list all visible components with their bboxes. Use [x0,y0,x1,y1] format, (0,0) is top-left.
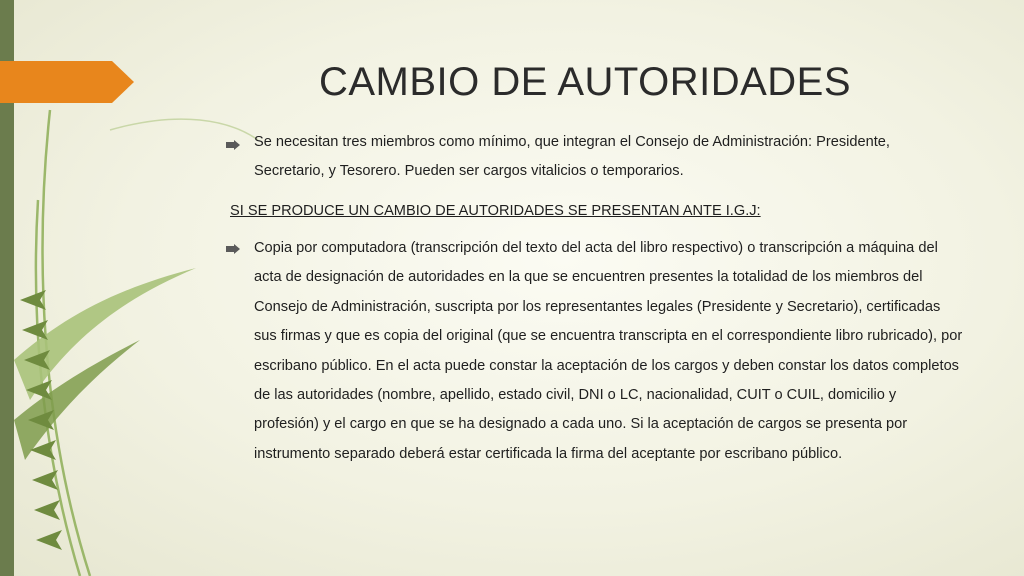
title-accent-tab [0,61,134,103]
arrow-right-icon [226,140,240,150]
bullet-text: Se necesitan tres miembros como mínimo, que integran el Consejo de Administración: Presidente, Secretario, y Tesorero. Pueden ser cargos vitalicios o temporarios. [254,134,890,180]
bullet-text: Copia por computadora (transcripción del texto del acta del libro respectivo) o transcripción a máquina del acta de designación de autoridades en la que se encuentren presentes la totalidad de los miembros del Consejo de Administración, suscripta por los representantes legales (Presidente y Secretario), certificadas sus firmas y que es copia del original (que se encuentra transcripta en el correspondiente libro rubricado), por escribano público. En el acta puede constar la aceptación de los cargos y deben constar los datos completos de las autoridades (nombre, apellido, estado civil, DNI o LC, nacionalidad, CUIT o CUIL, domicilio y profesión) y el cargo en que se ha designado a cada uno. Si la aceptación de cargos se presenta por instrumento separado deberá estar certificada la firma del aceptante por escribano público. [254,240,963,462]
slide-title: CAMBIO DE AUTORIDADES [318,60,852,104]
section-heading: SI SE PRODUCE UN CAMBIO DE AUTORIDADES SE PRESENTAN ANTE I.G.J: [230,203,761,219]
arrow-right-icon [226,244,240,254]
